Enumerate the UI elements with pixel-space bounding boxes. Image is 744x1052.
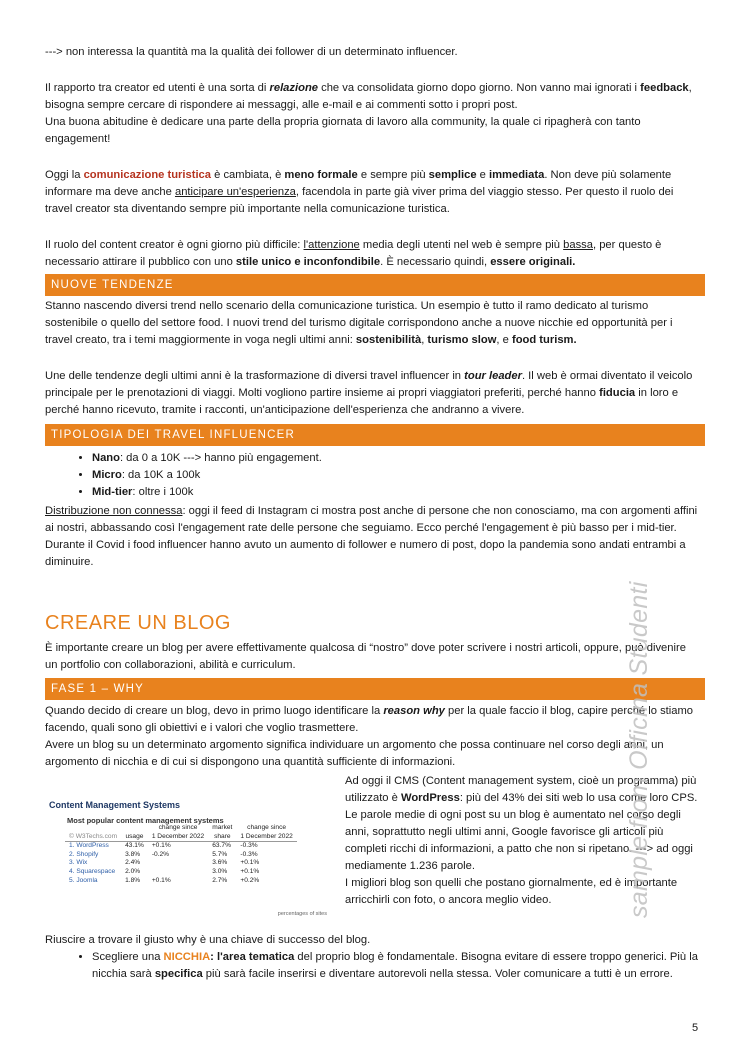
section-heading-nuove-tendenze: NUOVE TENDENZE xyxy=(45,274,705,296)
list-item: • Mid-tier: oltre i 100k xyxy=(92,484,701,501)
table-row: 2. Shopify 3.8% -0.2% 5.7% -0.3% xyxy=(69,850,258,858)
paragraph-distribution: Distribuzione non connessa: oggi il feed di Instagram ci mostra post anche di persone che non conosciamo, ma con argomenti affini ai nostri, abbassando così l'engagement rate delle persone che seguiamo. Ecco perché l'engagement è più basso per i mid-tier. Durante il Covid i food influencer hanno avuto un aumento di follower e numero di post, dopo la pandemia sono andati entrambi a diminuire. xyxy=(45,505,698,568)
list-item: • Micro: da 10K a 100k xyxy=(92,467,701,484)
paragraph-quality-followers xyxy=(45,44,701,61)
heading-creare-un-blog: CREARE UN BLOG xyxy=(45,612,231,634)
list-item: • Scegliere una NICCHIA: l'area tematica del proprio blog è fondamentale. Bisogna evitare di essere troppo generici. Più la nicchia sarà specifica più sarà facile inserirsi e diventare autorevoli nella stessa. Voler comunicare a tutti è un errore. xyxy=(92,949,701,983)
table-row: 5. Joomla 1.8% +0.1% 2.7% +0.2% xyxy=(69,876,260,884)
paragraph-new-trends: Stanno nascendo diversi trend nello scenario della comunicazione turistica. Un esempio è tutto il ramo dedicato al turismo sostenibile o quello del settore food. I nuovi trend del turismo digitale corrispondono anche a nuove nicchie ed opportunità per i travel creato, tra i temi maggiormente in voga negli ultimi anni: sostenibilità, turismo slow, e food turism. xyxy=(45,300,673,346)
list-niche xyxy=(45,949,701,983)
paragraph-reason-why: Quando decido di creare un blog, devo in primo luogo identificare la reason why per la quale faccio il blog, capire perché lo stiamo facendo, quali sono gli obiettivi e i valori che voglio trasmettere. Avere un blog su un determinato argomento significa individuare un argomento che possa continuare nel corso degli anni, un argomento di nicchia e di cui si dispongono una quantità sufficiente di informazioni. xyxy=(45,705,694,768)
paragraph-tour-leader: Une delle tendenze degli ultimi anni è la trasformazione di diversi travel influencer in tour leader. Il web è ormai diventato il veicolo principale per le prenotazioni di viaggi. Molti vogliono partire insieme ai propri viaggiatori preferiti, perché hanno fiducia in loro e perché hanno ricevuto, tramite i racconti, un'anticipazione dell'esperienza che andranno a vivere. xyxy=(45,370,693,416)
paragraph-tourism-communication: Oggi la comunicazione turistica è cambiata, è meno formale e sempre più semplice e immediata. Non deve più solamente informare ma deve anche anticipare un'esperienza, facendola in parte già viver prima del viaggio stesso. Per questo il ruolo dei travel creator sta diventando sempre più importante nella comunicazione turistica. xyxy=(45,169,674,215)
table-row: 3. Wix 2.4% 3.6% +0.1% xyxy=(69,859,260,867)
text: ---> non interessa la quantità ma la qualità dei follower di un determinato influencer. xyxy=(45,46,458,58)
paragraph-cms: Ad oggi il CMS (Content management system, cioè un programma) più utilizzato è WordPress: più del 43% dei siti web lo usa come loro CPS. Le parole medie di ogni post su un blog è aumentato nel corso degli anni, soprattutto negli ultimi anni, Google favorisce gli articoli più completi ricchi di informazioni, a patto che non si ripetano. ---> ad oggi mediamente 1.236 parole. I migliori blog son quelli che postano giornalmente, ed è importante arricchirli con foto, o ancora meglio video. xyxy=(345,775,698,906)
paragraph-relationship: Il rapporto tra creator ed utenti è una sorta di relazione che va consolidata giorno dopo giorno. Non vanno mai ignorati i feedback, bisogna sempre cercare di rispondere ai messaggi, alle e-mail e ai commenti sotto i propri post. Una buona abitudine è dedicare una parte della propria giornata di lavoro alla community, la quale ci ripagherà con tanto engagement! xyxy=(45,82,692,145)
paragraph-right-why: Riuscire a trovare il giusto why è una chiave di successo del blog. xyxy=(45,934,371,946)
cms-table: © W3Techs.com usage change since 1 December 2022 market share change since 1 December 2022 1. WordPress 43.1% +0.1% 63.7% -0.3% 2. Shopify 3.8% -0.2% 5.7% -0.3% 3. Wix 2.4% 3.6% +0.1% 4. Squarespace 2.0% 3.0% +0.1% 5. Joomla 1.8% +0.1% 2.7% +0.2% xyxy=(65,824,297,885)
paragraph-content-creator-role: Il ruolo del content creator è ogni giorno più difficile: l'attenzione media degli utenti nel web è sempre più bassa, per questo è necessario attirare il pubblico con uno stile unico e inconfondibile. È necessario quindi, essere originali. xyxy=(45,239,662,268)
section-heading-tipologia: TIPOLOGIA DEI TRAVEL INFLUENCER xyxy=(45,424,705,446)
cms-usage-image: Content Management Systems Most popular content management systems © W3Techs.com usage change since 1 December 2022 market share change since 1 December 2022 1. WordPress 43.1% +0.1% 63.7% -0.3% 2. Shopify 3.8% -0.2% 5.7% -0.3% 3. Wix 2.4% 3.6% +0.1% 4. Squarespace 2.0% 3.0% +0.1% 5. Joomla 1.8% +0.1% 2.7% +0.2% percentages of sites xyxy=(49,800,327,917)
watermark: sample from Officina Studenti xyxy=(625,581,653,918)
paragraph-blog-importance: È importante creare un blog per avere effettivamente qualcosa di “nostro” dove poter scrivere i nostri articoli, oppure, può divenire un portfolio con collaborazioni, abilità e curriculum. xyxy=(45,642,686,671)
page-number: 5 xyxy=(692,1022,699,1034)
table-row: 1. WordPress 43.1% +0.1% 63.7% -0.3% xyxy=(65,842,297,851)
list-influencer-types xyxy=(45,450,701,501)
list-item: • Nano: da 0 a 10K ---> hanno più engagement. xyxy=(92,450,701,467)
section-heading-fase-1: FASE 1 – WHY xyxy=(45,678,705,700)
table-row: 4. Squarespace 2.0% 3.0% +0.1% xyxy=(69,867,260,875)
